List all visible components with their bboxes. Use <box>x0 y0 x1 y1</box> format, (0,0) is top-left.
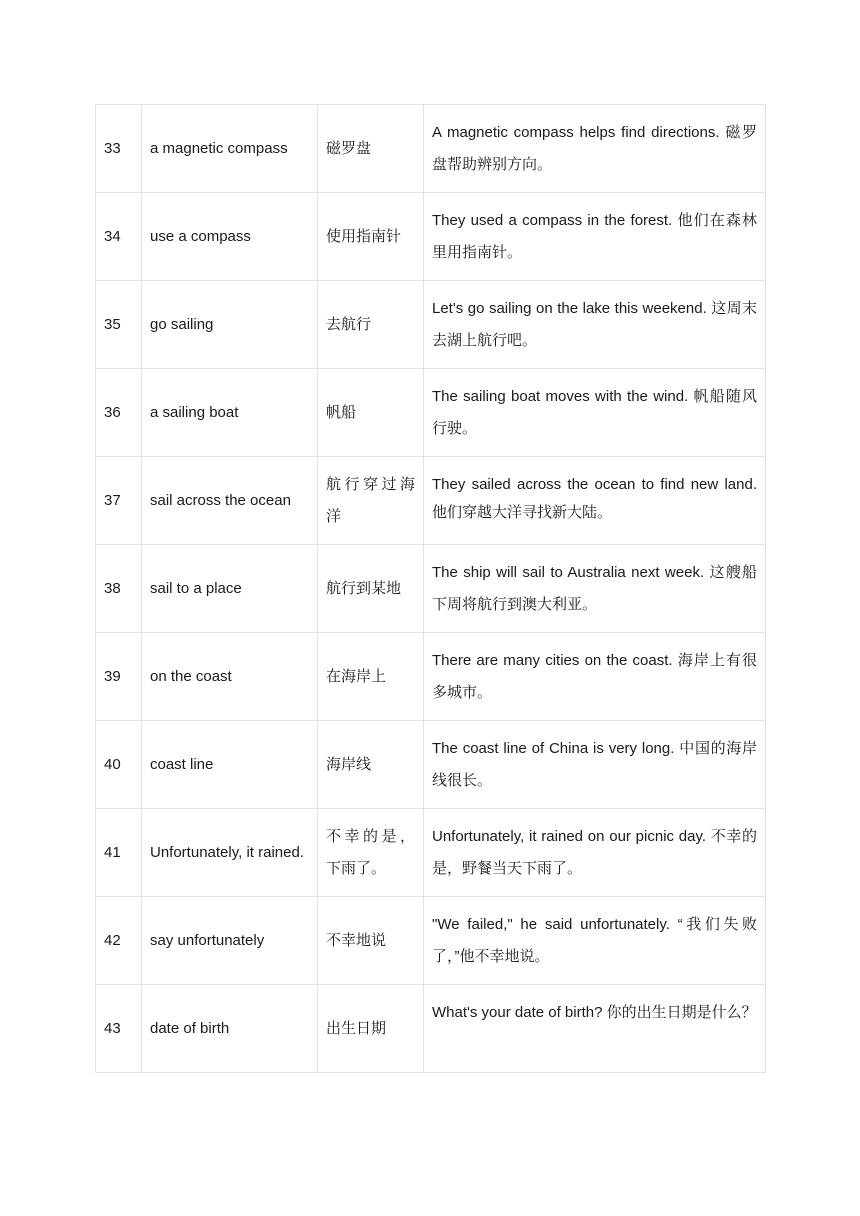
table-row <box>96 545 766 633</box>
phrase-cell: on the coast <box>142 633 318 721</box>
row-number: 35 <box>96 281 142 369</box>
meaning-cell: 航行到某地 <box>318 545 424 633</box>
example-cell: They sailed across the ocean to find new land. 他们穿越大洋寻找新大陆。 <box>424 457 766 545</box>
table-row <box>96 809 766 897</box>
example-cell: The coast line of China is very long. 中国的海岸线很长。 <box>424 721 766 809</box>
meaning-cell: 海岸线 <box>318 721 424 809</box>
row-number: 39 <box>96 633 142 721</box>
meaning-cell: 在海岸上 <box>318 633 424 721</box>
row-number: 36 <box>96 369 142 457</box>
row-number: 37 <box>96 457 142 545</box>
meaning-cell: 不幸的是，下雨了。 <box>318 809 424 897</box>
phrase-cell: go sailing <box>142 281 318 369</box>
row-number: 33 <box>96 105 142 193</box>
row-number: 41 <box>96 809 142 897</box>
table-row <box>96 369 766 457</box>
example-cell: Let's go sailing on the lake this weekend. 这周末去湖上航行吧。 <box>424 281 766 369</box>
meaning-cell: 去航行 <box>318 281 424 369</box>
example-cell: The sailing boat moves with the wind. 帆船随风行驶。 <box>424 369 766 457</box>
table-row <box>96 105 766 193</box>
table-row <box>96 281 766 369</box>
example-cell: They used a compass in the forest. 他们在森林里用指南针。 <box>424 193 766 281</box>
example-cell: There are many cities on the coast. 海岸上有很多城市。 <box>424 633 766 721</box>
phrase-cell: sail across the ocean <box>142 457 318 545</box>
row-number: 42 <box>96 897 142 985</box>
table-row <box>96 633 766 721</box>
phrase-cell: use a compass <box>142 193 318 281</box>
table-row <box>96 457 766 545</box>
meaning-cell: 磁罗盘 <box>318 105 424 193</box>
vocabulary-table <box>95 104 766 1073</box>
meaning-cell: 不幸地说 <box>318 897 424 985</box>
example-cell: "We failed," he said unfortunately. “我们失败了，”他不幸地说。 <box>424 897 766 985</box>
phrase-cell: date of birth <box>142 985 318 1073</box>
table-row <box>96 721 766 809</box>
phrase-cell: coast line <box>142 721 318 809</box>
phrase-cell: Unfortunately, it rained. <box>142 809 318 897</box>
phrase-cell: a magnetic compass <box>142 105 318 193</box>
vocabulary-table-body <box>96 105 766 1073</box>
example-cell: A magnetic compass helps find directions. 磁罗盘帮助辨别方向。 <box>424 105 766 193</box>
row-number: 40 <box>96 721 142 809</box>
example-cell: Unfortunately, it rained on our picnic day. 不幸的是，野餐当天下雨了。 <box>424 809 766 897</box>
row-number: 38 <box>96 545 142 633</box>
meaning-cell: 航行穿过海洋 <box>318 457 424 545</box>
row-number: 34 <box>96 193 142 281</box>
table-row <box>96 985 766 1073</box>
example-cell: The ship will sail to Australia next week. 这艘船下周将航行到澳大利亚。 <box>424 545 766 633</box>
meaning-cell: 出生日期 <box>318 985 424 1073</box>
phrase-cell: a sailing boat <box>142 369 318 457</box>
meaning-cell: 帆船 <box>318 369 424 457</box>
meaning-cell: 使用指南针 <box>318 193 424 281</box>
table-row <box>96 897 766 985</box>
row-number: 43 <box>96 985 142 1073</box>
phrase-cell: say unfortunately <box>142 897 318 985</box>
example-cell: What's your date of birth? 你的出生日期是什么？ <box>424 985 766 1073</box>
table-row <box>96 193 766 281</box>
phrase-cell: sail to a place <box>142 545 318 633</box>
